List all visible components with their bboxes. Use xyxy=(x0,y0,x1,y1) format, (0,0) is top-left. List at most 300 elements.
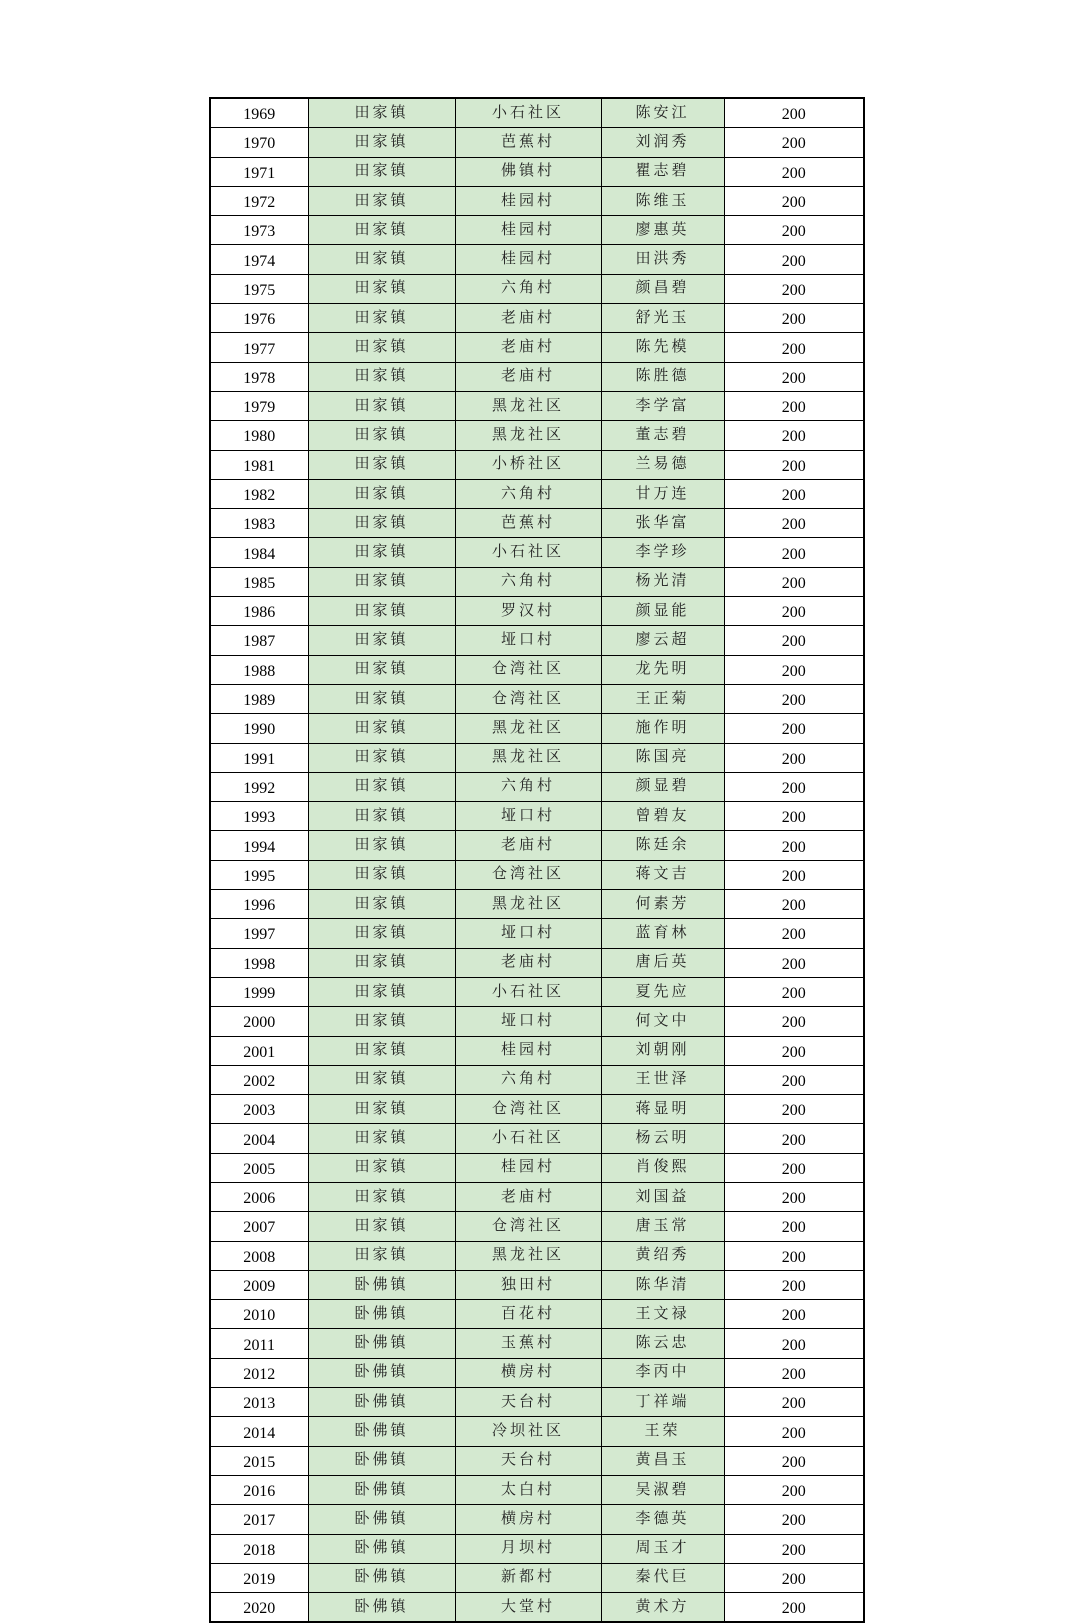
name-cell: 肖俊熙 xyxy=(601,1153,724,1182)
table-row xyxy=(210,1388,864,1417)
serial-number-cell: 1978 xyxy=(210,362,308,391)
serial-number-cell: 1998 xyxy=(210,948,308,977)
town-cell: 卧佛镇 xyxy=(308,1358,455,1387)
village-cell: 小石社区 xyxy=(455,1124,601,1153)
town-cell: 卧佛镇 xyxy=(308,1593,455,1623)
table-row xyxy=(210,1036,864,1065)
serial-number-cell: 1985 xyxy=(210,567,308,596)
town-cell: 田家镇 xyxy=(308,421,455,450)
name-cell: 曾碧友 xyxy=(601,802,724,831)
table-row xyxy=(210,714,864,743)
name-cell: 黄绍秀 xyxy=(601,1241,724,1270)
table-row xyxy=(210,391,864,420)
serial-number-cell: 2018 xyxy=(210,1534,308,1563)
village-cell: 独田村 xyxy=(455,1270,601,1299)
village-cell: 老庙村 xyxy=(455,831,601,860)
amount-cell: 200 xyxy=(724,1212,864,1241)
serial-number-cell: 1988 xyxy=(210,655,308,684)
village-cell: 横房村 xyxy=(455,1505,601,1534)
amount-cell: 200 xyxy=(724,1153,864,1182)
amount-cell: 200 xyxy=(724,1534,864,1563)
serial-number-cell: 1989 xyxy=(210,684,308,713)
village-cell: 老庙村 xyxy=(455,362,601,391)
name-cell: 龙先明 xyxy=(601,655,724,684)
village-cell: 桂园村 xyxy=(455,245,601,274)
village-cell: 老庙村 xyxy=(455,333,601,362)
village-cell: 老庙村 xyxy=(455,304,601,333)
serial-number-cell: 2017 xyxy=(210,1505,308,1534)
town-cell: 田家镇 xyxy=(308,1153,455,1182)
village-cell: 老庙村 xyxy=(455,1182,601,1211)
town-cell: 田家镇 xyxy=(308,772,455,801)
amount-cell: 200 xyxy=(724,977,864,1006)
amount-cell: 200 xyxy=(724,304,864,333)
village-cell: 玉蕉村 xyxy=(455,1329,601,1358)
town-cell: 卧佛镇 xyxy=(308,1475,455,1504)
name-cell: 王正菊 xyxy=(601,684,724,713)
table-row xyxy=(210,128,864,157)
town-cell: 田家镇 xyxy=(308,860,455,889)
village-cell: 黑龙社区 xyxy=(455,421,601,450)
name-cell: 董志碧 xyxy=(601,421,724,450)
serial-number-cell: 1982 xyxy=(210,479,308,508)
serial-number-cell: 2002 xyxy=(210,1065,308,1094)
serial-number-cell: 2004 xyxy=(210,1124,308,1153)
town-cell: 卧佛镇 xyxy=(308,1270,455,1299)
serial-number-cell: 2008 xyxy=(210,1241,308,1270)
serial-number-cell: 2006 xyxy=(210,1182,308,1211)
village-cell: 仓湾社区 xyxy=(455,684,601,713)
serial-number-cell: 2003 xyxy=(210,1095,308,1124)
serial-number-cell: 2019 xyxy=(210,1563,308,1592)
serial-number-cell: 2016 xyxy=(210,1475,308,1504)
amount-cell: 200 xyxy=(724,538,864,567)
serial-number-cell: 1981 xyxy=(210,450,308,479)
amount-cell: 200 xyxy=(724,157,864,186)
town-cell: 卧佛镇 xyxy=(308,1534,455,1563)
village-cell: 仓湾社区 xyxy=(455,860,601,889)
table-row xyxy=(210,1153,864,1182)
table-row xyxy=(210,1065,864,1094)
amount-cell: 200 xyxy=(724,1124,864,1153)
name-cell: 陈廷余 xyxy=(601,831,724,860)
town-cell: 田家镇 xyxy=(308,157,455,186)
name-cell: 陈维玉 xyxy=(601,186,724,215)
village-cell: 大堂村 xyxy=(455,1593,601,1623)
amount-cell: 200 xyxy=(724,597,864,626)
serial-number-cell: 1996 xyxy=(210,890,308,919)
town-cell: 田家镇 xyxy=(308,714,455,743)
name-cell: 王荣 xyxy=(601,1417,724,1446)
town-cell: 田家镇 xyxy=(308,274,455,303)
serial-number-cell: 2011 xyxy=(210,1329,308,1358)
town-cell: 田家镇 xyxy=(308,831,455,860)
village-cell: 冷坝社区 xyxy=(455,1417,601,1446)
serial-number-cell: 1973 xyxy=(210,216,308,245)
name-cell: 陈云忠 xyxy=(601,1329,724,1358)
amount-cell: 200 xyxy=(724,919,864,948)
name-cell: 廖惠英 xyxy=(601,216,724,245)
serial-number-cell: 2020 xyxy=(210,1593,308,1623)
village-cell: 罗汉村 xyxy=(455,597,601,626)
serial-number-cell: 1992 xyxy=(210,772,308,801)
town-cell: 田家镇 xyxy=(308,538,455,567)
village-cell: 天台村 xyxy=(455,1446,601,1475)
amount-cell: 200 xyxy=(724,655,864,684)
table-row xyxy=(210,772,864,801)
town-cell: 田家镇 xyxy=(308,948,455,977)
name-cell: 陈国亮 xyxy=(601,743,724,772)
table-row xyxy=(210,1563,864,1592)
village-cell: 黑龙社区 xyxy=(455,391,601,420)
serial-number-cell: 2005 xyxy=(210,1153,308,1182)
town-cell: 田家镇 xyxy=(308,1007,455,1036)
name-cell: 刘朝刚 xyxy=(601,1036,724,1065)
table-row xyxy=(210,304,864,333)
name-cell: 蓝育林 xyxy=(601,919,724,948)
amount-cell: 200 xyxy=(724,1036,864,1065)
table-row xyxy=(210,98,864,128)
serial-number-cell: 1983 xyxy=(210,509,308,538)
amount-cell: 200 xyxy=(724,626,864,655)
amount-cell: 200 xyxy=(724,772,864,801)
town-cell: 卧佛镇 xyxy=(308,1563,455,1592)
amount-cell: 200 xyxy=(724,714,864,743)
amount-cell: 200 xyxy=(724,1329,864,1358)
amount-cell: 200 xyxy=(724,245,864,274)
serial-number-cell: 2009 xyxy=(210,1270,308,1299)
town-cell: 卧佛镇 xyxy=(308,1505,455,1534)
amount-cell: 200 xyxy=(724,1475,864,1504)
town-cell: 田家镇 xyxy=(308,304,455,333)
village-cell: 小石社区 xyxy=(455,538,601,567)
table-row xyxy=(210,684,864,713)
village-cell: 横房村 xyxy=(455,1358,601,1387)
serial-number-cell: 2014 xyxy=(210,1417,308,1446)
name-cell: 黄昌玉 xyxy=(601,1446,724,1475)
town-cell: 田家镇 xyxy=(308,1124,455,1153)
table-row xyxy=(210,948,864,977)
serial-number-cell: 1979 xyxy=(210,391,308,420)
amount-cell: 200 xyxy=(724,1358,864,1387)
village-cell: 黑龙社区 xyxy=(455,743,601,772)
amount-cell: 200 xyxy=(724,890,864,919)
town-cell: 田家镇 xyxy=(308,1241,455,1270)
serial-number-cell: 1971 xyxy=(210,157,308,186)
name-cell: 周玉才 xyxy=(601,1534,724,1563)
village-cell: 桂园村 xyxy=(455,186,601,215)
town-cell: 田家镇 xyxy=(308,362,455,391)
name-cell: 甘万连 xyxy=(601,479,724,508)
village-cell: 小桥社区 xyxy=(455,450,601,479)
amount-cell: 200 xyxy=(724,1593,864,1623)
amount-cell: 200 xyxy=(724,98,864,128)
village-cell: 垭口村 xyxy=(455,1007,601,1036)
name-cell: 陈胜德 xyxy=(601,362,724,391)
table-row xyxy=(210,479,864,508)
table-row xyxy=(210,1475,864,1504)
amount-cell: 200 xyxy=(724,831,864,860)
serial-number-cell: 1993 xyxy=(210,802,308,831)
name-cell: 秦代巨 xyxy=(601,1563,724,1592)
name-cell: 李德英 xyxy=(601,1505,724,1534)
village-cell: 新都村 xyxy=(455,1563,601,1592)
town-cell: 田家镇 xyxy=(308,128,455,157)
table-row xyxy=(210,567,864,596)
town-cell: 卧佛镇 xyxy=(308,1329,455,1358)
name-cell: 张华富 xyxy=(601,509,724,538)
town-cell: 田家镇 xyxy=(308,802,455,831)
village-cell: 六角村 xyxy=(455,274,601,303)
table-row xyxy=(210,421,864,450)
table-row xyxy=(210,157,864,186)
amount-cell: 200 xyxy=(724,1095,864,1124)
name-cell: 刘润秀 xyxy=(601,128,724,157)
amount-cell: 200 xyxy=(724,567,864,596)
table-row xyxy=(210,450,864,479)
amount-cell: 200 xyxy=(724,1300,864,1329)
name-cell: 李丙中 xyxy=(601,1358,724,1387)
table-row xyxy=(210,977,864,1006)
town-cell: 田家镇 xyxy=(308,890,455,919)
town-cell: 卧佛镇 xyxy=(308,1417,455,1446)
town-cell: 田家镇 xyxy=(308,479,455,508)
table-row xyxy=(210,655,864,684)
table-row xyxy=(210,1270,864,1299)
town-cell: 田家镇 xyxy=(308,245,455,274)
name-cell: 陈华清 xyxy=(601,1270,724,1299)
amount-cell: 200 xyxy=(724,450,864,479)
village-cell: 月坝村 xyxy=(455,1534,601,1563)
amount-cell: 200 xyxy=(724,1388,864,1417)
amount-cell: 200 xyxy=(724,1446,864,1475)
amount-cell: 200 xyxy=(724,391,864,420)
table-row xyxy=(210,274,864,303)
amount-cell: 200 xyxy=(724,186,864,215)
name-cell: 施作明 xyxy=(601,714,724,743)
village-cell: 桂园村 xyxy=(455,1036,601,1065)
serial-number-cell: 2001 xyxy=(210,1036,308,1065)
village-cell: 太白村 xyxy=(455,1475,601,1504)
village-cell: 桂园村 xyxy=(455,216,601,245)
village-cell: 黑龙社区 xyxy=(455,714,601,743)
town-cell: 田家镇 xyxy=(308,1095,455,1124)
village-cell: 六角村 xyxy=(455,1065,601,1094)
village-cell: 芭蕉村 xyxy=(455,509,601,538)
table-row xyxy=(210,890,864,919)
amount-cell: 200 xyxy=(724,1417,864,1446)
village-cell: 老庙村 xyxy=(455,948,601,977)
amount-cell: 200 xyxy=(724,684,864,713)
village-cell: 仓湾社区 xyxy=(455,1095,601,1124)
name-cell: 兰易德 xyxy=(601,450,724,479)
town-cell: 田家镇 xyxy=(308,743,455,772)
town-cell: 田家镇 xyxy=(308,98,455,128)
serial-number-cell: 1975 xyxy=(210,274,308,303)
village-cell: 小石社区 xyxy=(455,98,601,128)
name-cell: 舒光玉 xyxy=(601,304,724,333)
village-cell: 百花村 xyxy=(455,1300,601,1329)
amount-cell: 200 xyxy=(724,362,864,391)
table-row xyxy=(210,831,864,860)
town-cell: 田家镇 xyxy=(308,919,455,948)
name-cell: 唐玉常 xyxy=(601,1212,724,1241)
name-cell: 王文禄 xyxy=(601,1300,724,1329)
table-row xyxy=(210,1329,864,1358)
serial-number-cell: 1991 xyxy=(210,743,308,772)
town-cell: 田家镇 xyxy=(308,1212,455,1241)
village-cell: 六角村 xyxy=(455,567,601,596)
town-cell: 田家镇 xyxy=(308,977,455,1006)
town-cell: 田家镇 xyxy=(308,1065,455,1094)
town-cell: 田家镇 xyxy=(308,567,455,596)
serial-number-cell: 1972 xyxy=(210,186,308,215)
serial-number-cell: 1999 xyxy=(210,977,308,1006)
town-cell: 田家镇 xyxy=(308,1182,455,1211)
village-cell: 垭口村 xyxy=(455,802,601,831)
amount-cell: 200 xyxy=(724,1505,864,1534)
amount-cell: 200 xyxy=(724,1563,864,1592)
serial-number-cell: 1997 xyxy=(210,919,308,948)
table-row xyxy=(210,1124,864,1153)
table-row xyxy=(210,1358,864,1387)
amount-cell: 200 xyxy=(724,743,864,772)
town-cell: 田家镇 xyxy=(308,333,455,362)
table-row xyxy=(210,626,864,655)
table-row xyxy=(210,597,864,626)
table-row xyxy=(210,1417,864,1446)
serial-number-cell: 1980 xyxy=(210,421,308,450)
table-row xyxy=(210,216,864,245)
village-cell: 仓湾社区 xyxy=(455,655,601,684)
name-cell: 陈先模 xyxy=(601,333,724,362)
serial-number-cell: 1977 xyxy=(210,333,308,362)
table-row xyxy=(210,509,864,538)
village-cell: 佛镇村 xyxy=(455,157,601,186)
amount-cell: 200 xyxy=(724,509,864,538)
table-body xyxy=(210,98,864,1622)
serial-number-cell: 2010 xyxy=(210,1300,308,1329)
serial-number-cell: 1990 xyxy=(210,714,308,743)
table-row xyxy=(210,186,864,215)
amount-cell: 200 xyxy=(724,333,864,362)
town-cell: 田家镇 xyxy=(308,1036,455,1065)
amount-cell: 200 xyxy=(724,802,864,831)
amount-cell: 200 xyxy=(724,421,864,450)
name-cell: 廖云超 xyxy=(601,626,724,655)
serial-number-cell: 1969 xyxy=(210,98,308,128)
name-cell: 吴淑碧 xyxy=(601,1475,724,1504)
village-cell: 垭口村 xyxy=(455,919,601,948)
serial-number-cell: 1984 xyxy=(210,538,308,567)
name-cell: 夏先应 xyxy=(601,977,724,1006)
serial-number-cell: 2012 xyxy=(210,1358,308,1387)
name-cell: 刘国益 xyxy=(601,1182,724,1211)
village-cell: 天台村 xyxy=(455,1388,601,1417)
serial-number-cell: 1974 xyxy=(210,245,308,274)
table-row xyxy=(210,1241,864,1270)
name-cell: 杨云明 xyxy=(601,1124,724,1153)
table-row xyxy=(210,802,864,831)
town-cell: 田家镇 xyxy=(308,597,455,626)
village-cell: 六角村 xyxy=(455,479,601,508)
town-cell: 田家镇 xyxy=(308,626,455,655)
name-cell: 王世泽 xyxy=(601,1065,724,1094)
amount-cell: 200 xyxy=(724,479,864,508)
town-cell: 田家镇 xyxy=(308,450,455,479)
table-row xyxy=(210,1095,864,1124)
serial-number-cell: 1994 xyxy=(210,831,308,860)
name-cell: 丁祥端 xyxy=(601,1388,724,1417)
table-row xyxy=(210,1212,864,1241)
town-cell: 田家镇 xyxy=(308,391,455,420)
name-cell: 蒋文吉 xyxy=(601,860,724,889)
town-cell: 田家镇 xyxy=(308,216,455,245)
amount-cell: 200 xyxy=(724,948,864,977)
village-cell: 桂园村 xyxy=(455,1153,601,1182)
table-row xyxy=(210,538,864,567)
town-cell: 田家镇 xyxy=(308,186,455,215)
serial-number-cell: 2007 xyxy=(210,1212,308,1241)
village-cell: 小石社区 xyxy=(455,977,601,1006)
name-cell: 李学珍 xyxy=(601,538,724,567)
name-cell: 蒋显明 xyxy=(601,1095,724,1124)
serial-number-cell: 1970 xyxy=(210,128,308,157)
town-cell: 田家镇 xyxy=(308,655,455,684)
name-cell: 杨光清 xyxy=(601,567,724,596)
town-cell: 田家镇 xyxy=(308,684,455,713)
table-row xyxy=(210,1446,864,1475)
village-cell: 芭蕉村 xyxy=(455,128,601,157)
name-cell: 李学富 xyxy=(601,391,724,420)
table-row xyxy=(210,919,864,948)
table-row xyxy=(210,1300,864,1329)
table-row xyxy=(210,362,864,391)
amount-cell: 200 xyxy=(724,1241,864,1270)
serial-number-cell: 1986 xyxy=(210,597,308,626)
amount-cell: 200 xyxy=(724,860,864,889)
table-row xyxy=(210,1534,864,1563)
serial-number-cell: 2013 xyxy=(210,1388,308,1417)
table-row xyxy=(210,1505,864,1534)
table-row xyxy=(210,245,864,274)
name-cell: 陈安江 xyxy=(601,98,724,128)
village-cell: 黑龙社区 xyxy=(455,890,601,919)
village-cell: 仓湾社区 xyxy=(455,1212,601,1241)
amount-cell: 200 xyxy=(724,1065,864,1094)
table-row xyxy=(210,1593,864,1623)
village-cell: 垭口村 xyxy=(455,626,601,655)
town-cell: 卧佛镇 xyxy=(308,1388,455,1417)
name-cell: 黄术方 xyxy=(601,1593,724,1623)
amount-cell: 200 xyxy=(724,1182,864,1211)
village-cell: 黑龙社区 xyxy=(455,1241,601,1270)
name-cell: 颜显能 xyxy=(601,597,724,626)
town-cell: 卧佛镇 xyxy=(308,1300,455,1329)
name-cell: 颜昌碧 xyxy=(601,274,724,303)
data-table xyxy=(209,97,865,1623)
serial-number-cell: 2015 xyxy=(210,1446,308,1475)
amount-cell: 200 xyxy=(724,1270,864,1299)
serial-number-cell: 1976 xyxy=(210,304,308,333)
table-row xyxy=(210,333,864,362)
amount-cell: 200 xyxy=(724,216,864,245)
name-cell: 唐后英 xyxy=(601,948,724,977)
amount-cell: 200 xyxy=(724,128,864,157)
name-cell: 颜显碧 xyxy=(601,772,724,801)
serial-number-cell: 2000 xyxy=(210,1007,308,1036)
serial-number-cell: 1995 xyxy=(210,860,308,889)
